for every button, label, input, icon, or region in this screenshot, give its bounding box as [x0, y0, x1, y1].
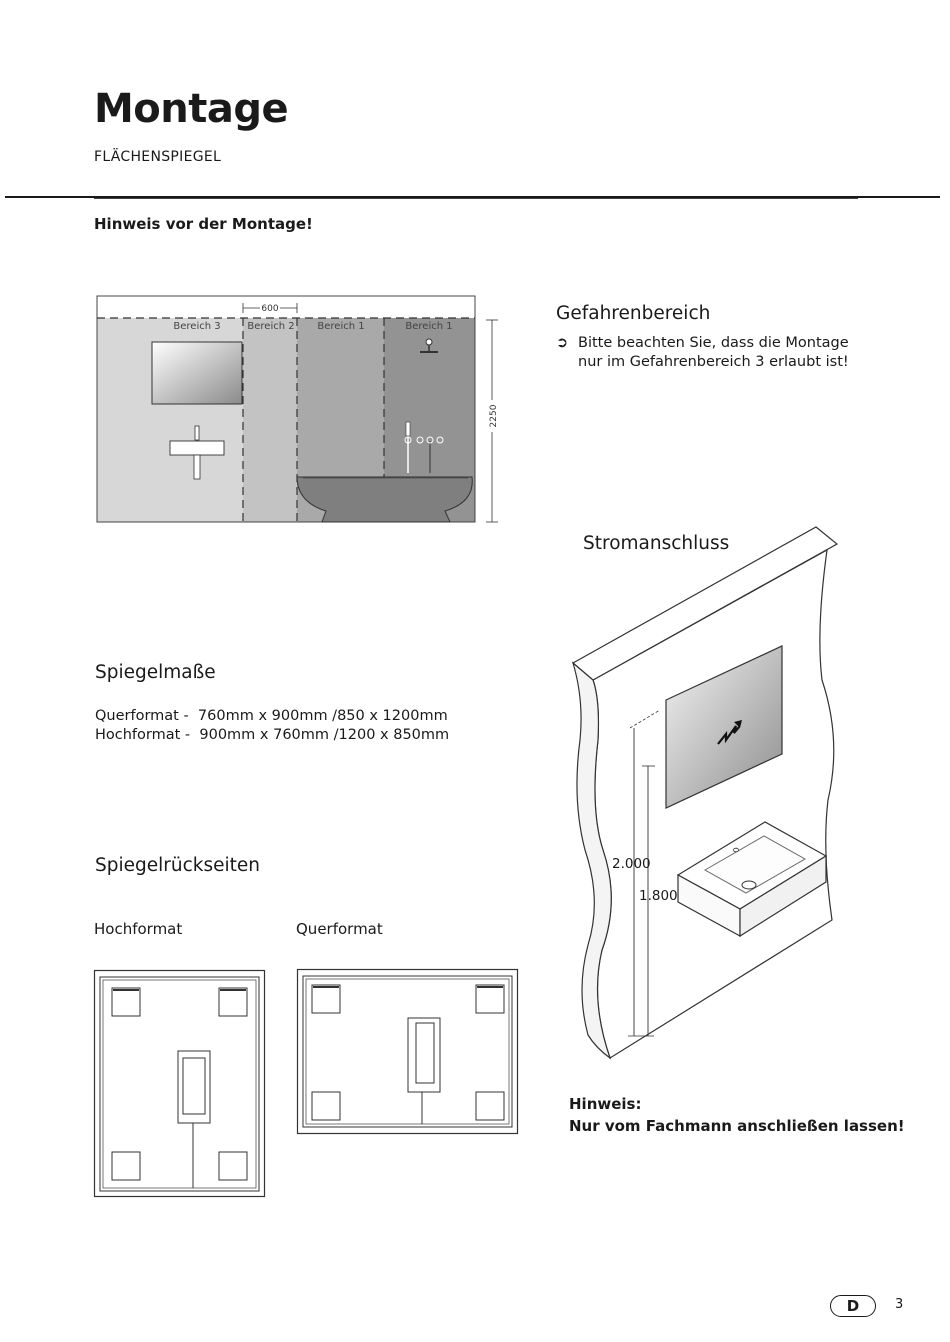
danger-zone-line1: Bitte beachten Sie, dass die Montage — [578, 335, 849, 351]
mirror-sizes-heading: Spiegelmaße — [95, 662, 216, 683]
mirror-size-portrait: Hochformat - 900mm x 760mm /1200 x 850mm — [95, 727, 450, 743]
mirror-shape — [152, 342, 242, 404]
page-number: 3 — [895, 1297, 904, 1312]
portrait-label: Hochformat — [94, 920, 183, 938]
header-divider-thin — [94, 198, 858, 199]
mirror-back-portrait — [93, 969, 267, 1199]
page-subtitle: FLÄCHENSPIEGEL — [94, 149, 222, 165]
dimension-height-label: 2250 — [489, 404, 499, 428]
dimension-width-label: 600 — [261, 304, 279, 314]
page-title: Montage — [94, 86, 289, 132]
mirror-back-landscape — [296, 968, 520, 1136]
danger-zone-arrow: ➲ — [556, 335, 569, 351]
danger-zone-line2: nur im Gefahrenbereich 3 erlaubt ist! — [578, 354, 849, 370]
washbasin-shape — [170, 441, 224, 455]
mirror-backs-heading: Spiegelrückseiten — [95, 855, 261, 876]
mirror-size-landscape: Querformat - 760mm x 900mm /850 x 1200mm — [95, 708, 448, 724]
wall-shape — [593, 550, 834, 1058]
bathroom-zones-diagram — [90, 292, 510, 528]
zone-label-3: Bereich 3 — [173, 321, 221, 332]
power-connection-illustration — [560, 520, 850, 1065]
power-hint-text: Nur vom Fachmann anschließen lassen! — [569, 1117, 905, 1135]
pre-installation-notice: Hinweis vor der Montage! — [94, 215, 313, 233]
landscape-label: Querformat — [296, 920, 383, 938]
danger-zone-heading: Gefahrenbereich — [556, 303, 711, 324]
power-hint-label: Hinweis: — [569, 1095, 642, 1113]
language-badge: D — [830, 1295, 876, 1317]
dimension-1800-label: 1.800 — [639, 888, 678, 904]
zone-label-1b: Bereich 1 — [405, 321, 453, 332]
dimension-2000-label: 2.000 — [612, 856, 651, 872]
zone-label-2: Bereich 2 — [247, 321, 295, 332]
zone-label-1a: Bereich 1 — [317, 321, 365, 332]
power-heading: Stromanschluss — [583, 533, 730, 554]
